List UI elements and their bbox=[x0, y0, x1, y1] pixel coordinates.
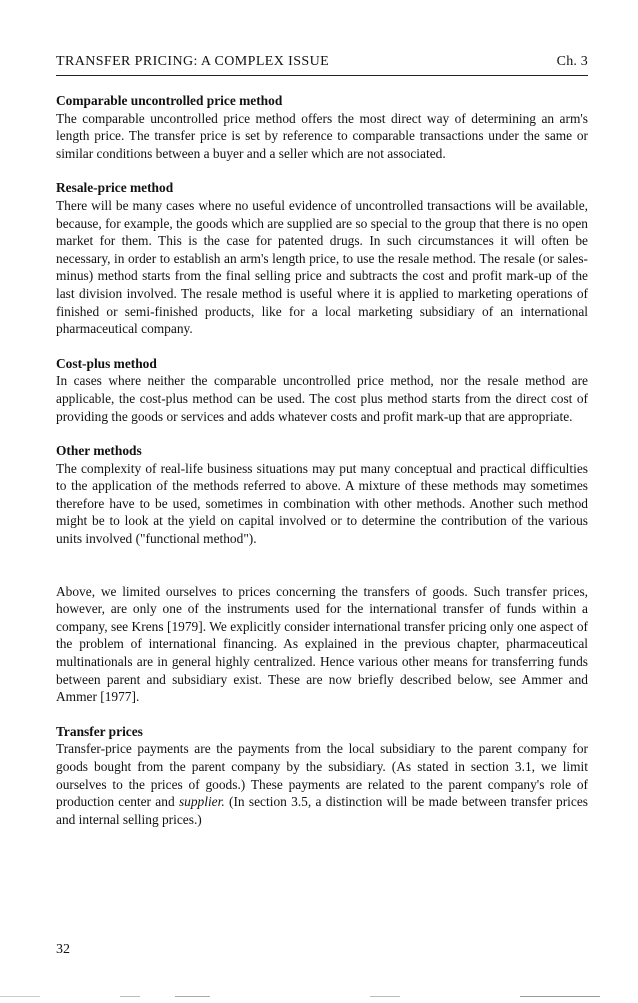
section-heading: Cost-plus method bbox=[56, 355, 157, 371]
spacer bbox=[56, 565, 588, 583]
body-text bbox=[56, 92, 588, 828]
section-body: There will be many cases where no useful evidence of uncontrolled transactions will be available, because, for example, the goods which are supplied are so special to the group that there is no open market for them. This is the case for patented drugs. In such circumstances it will often be necessary, in order to establish an arm's length price, to use the resale method. The resale (or sales-minus) method starts from the final selling price and subtracts the cost and profit mark-up of the last division involved. The resale method is useful where it is applied to marketing operations of finished or semi-finished products, like for a local marketing subsidiary of an international pharmaceutical company. bbox=[56, 197, 588, 337]
body-text-part: Transfer-price payments are the payments from the local subsidiary to the parent company for goods bought from the parent company by the subsidiary. (As stated in section 3.1, we limit ourselves to the prices of goods.) These payments are related to the parent company's role of production center and bbox=[56, 741, 588, 810]
section-transfer-prices bbox=[56, 723, 588, 829]
section-heading: Resale-price method bbox=[56, 180, 174, 196]
running-title: TRANSFER PRICING: A COMPLEX ISSUE bbox=[56, 54, 330, 69]
section-cost-plus bbox=[56, 355, 588, 425]
section-body: The complexity of real-life business situations may put many conceptual and practical difficulties to the application of the methods referred to above. A mixture of these methods may sometimes therefore have to be used, sometimes in combination with other methods. Another such method might be to look at the yield on capital involved or to determine the contribution of the various units involved ("functional method"). bbox=[56, 460, 588, 547]
emphasis-supplier: supplier. bbox=[178, 794, 225, 810]
section-body: In cases where neither the comparable uncontrolled price method, nor the resale method are applicable, the cost-plus method can be used. The cost plus method starts from the direct cost of providing the goods or services and adds whatever costs and profit mark-up that are appropriate. bbox=[56, 373, 588, 424]
section-other-methods bbox=[56, 442, 588, 548]
page-number: 32 bbox=[56, 942, 70, 957]
section-body: The comparable uncontrolled price method offers the most direct way of determining an arm's length price. The transfer price is set by reference to comparable transactions under the same or similar conditions between a buyer and a seller which are not associated. bbox=[56, 110, 588, 161]
section-resale-price bbox=[56, 179, 588, 337]
body-text-part: (In section 3.5, a distinction will be made between transfer prices and internal selling prices.) bbox=[56, 794, 588, 827]
running-head bbox=[56, 54, 588, 76]
paragraph-funds-transfer: Above, we limited ourselves to prices concerning the transfers of goods. Such transfer prices, however, are only one of the instruments used for the international transfer of funds within a company, see Krens [1979]. We explicitly consider international transfer pricing only one aspect of the problem of international financing. As explained in the previous chapter, pharmaceutical multinationals are in general highly centralized. Hence various other means for transferring funds between parent and subsidiary exist. These are now briefly described below, see Ammer and Ammer [1977]. bbox=[56, 583, 588, 705]
section-body bbox=[56, 740, 588, 828]
section-comparable-uncontrolled bbox=[56, 92, 588, 162]
section-heading: Other methods bbox=[56, 443, 142, 459]
scan-edge-artifact bbox=[0, 996, 638, 997]
section-heading: Transfer prices bbox=[56, 723, 143, 739]
section-heading: Comparable uncontrolled price method bbox=[56, 93, 283, 108]
page bbox=[56, 54, 594, 845]
chapter-label: Ch. 3 bbox=[556, 54, 588, 69]
